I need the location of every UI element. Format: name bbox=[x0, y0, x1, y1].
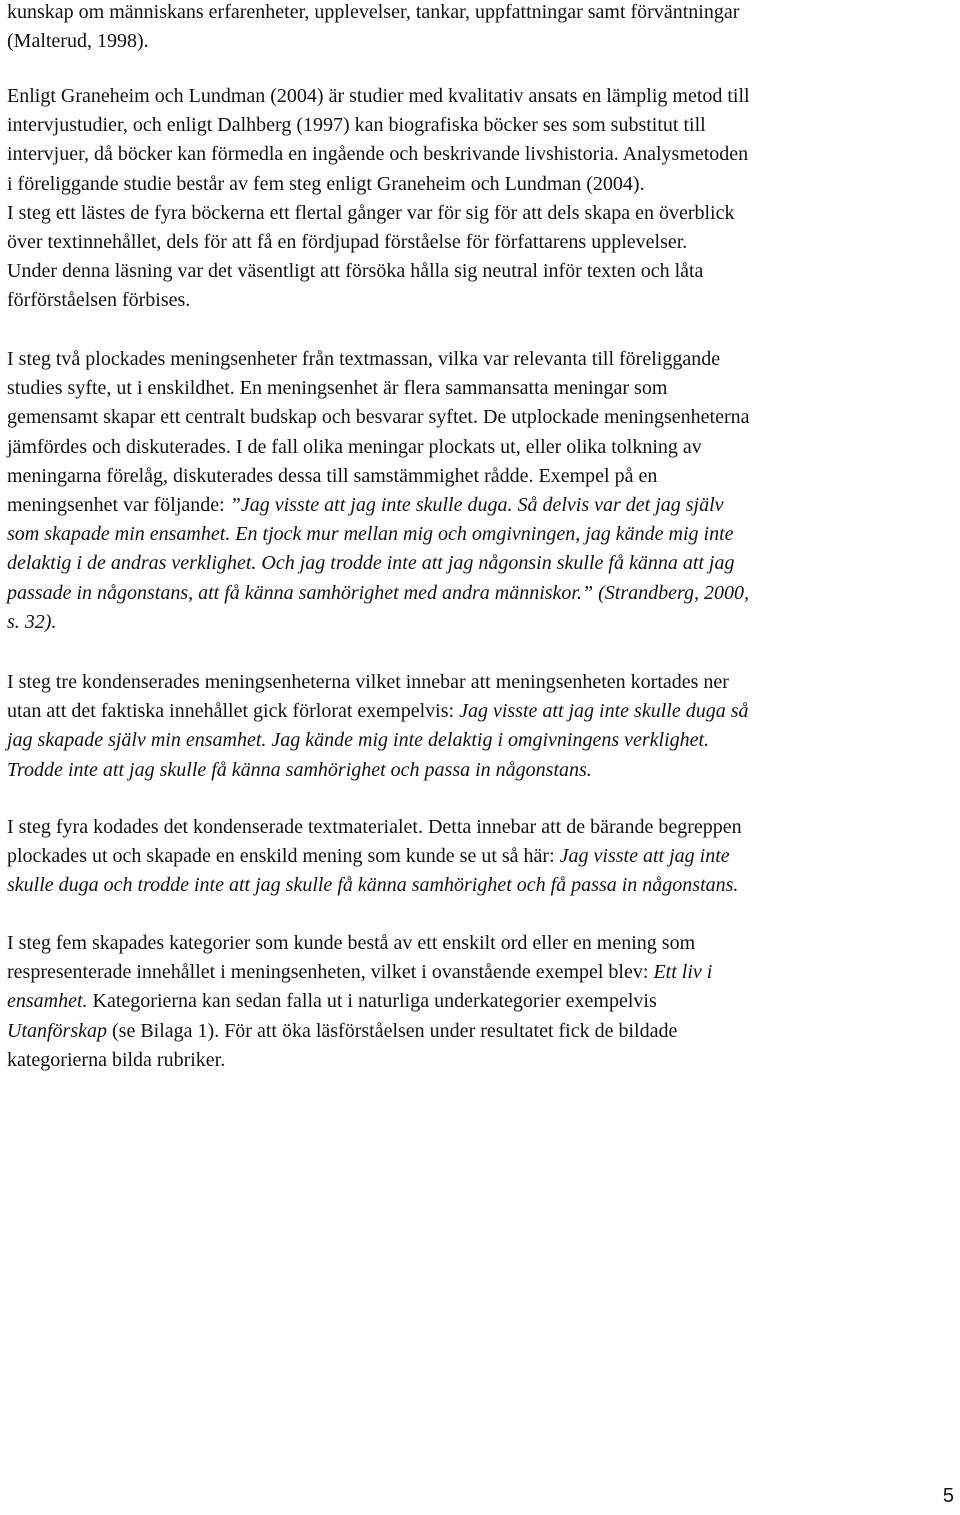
text-run: kunskap om människans erfarenheter, upplevelser, tankar, uppfattningar samt förväntningar bbox=[7, 1, 740, 23]
italic-text-run: s. 32). bbox=[7, 610, 57, 633]
italic-text-run: som skapade min ensamhet. En tjock mur mellan mig och omgivningen, jag kände mig inte bbox=[7, 523, 734, 546]
text-run: respresenterade innehållet i meningsenheten, vilket i ovanstående exempel blev: bbox=[7, 961, 654, 984]
text-line bbox=[7, 257, 957, 286]
text-line bbox=[7, 608, 957, 637]
text-run: (se Bilaga 1). För att öka läsförståelsen under resultatet fick de bildade bbox=[107, 1019, 678, 1042]
text-line bbox=[7, 0, 957, 27]
text-line bbox=[7, 82, 957, 111]
text-run: meningsenhet var följande: bbox=[7, 493, 230, 516]
text-line bbox=[7, 286, 957, 315]
text-line bbox=[7, 520, 957, 549]
text-run: I steg två plockades meningsenheter från textmassan, vilka var relevanta till föreliggande bbox=[7, 348, 721, 370]
text-line bbox=[7, 491, 957, 520]
text-run: meningarna förelåg, diskuterades dessa till samstämmighet rådde. Exempel på en bbox=[7, 464, 658, 487]
text-run: kategorierna bilda rubriker. bbox=[7, 1048, 226, 1071]
paragraph bbox=[7, 813, 957, 901]
text-line bbox=[7, 726, 957, 755]
paragraph bbox=[7, 0, 957, 56]
text-line bbox=[7, 871, 957, 900]
text-line bbox=[7, 228, 957, 257]
italic-text-run: delaktig i de andras verklighet. Och jag trodde inte att jag någonsin skulle få känna att jag bbox=[7, 552, 735, 575]
text-run: över textinnehållet, dels för att få en fördjupad förståelse för författarens upplevelser. bbox=[7, 230, 688, 253]
text-line bbox=[7, 958, 957, 987]
text-run: intervjuer, då böcker kan förmedla en ingående och beskrivande livshistoria. Analysmetoden bbox=[7, 143, 749, 166]
text-line bbox=[7, 170, 957, 199]
italic-text-run: Ett liv i bbox=[653, 961, 713, 984]
text-line bbox=[7, 668, 957, 697]
paragraph bbox=[7, 668, 957, 785]
text-line bbox=[7, 842, 957, 871]
text-line bbox=[7, 374, 957, 403]
text-line bbox=[7, 1017, 957, 1046]
italic-text-run: ”Jag visste att jag inte skulle duga. Så delvis var det jag själv bbox=[229, 493, 724, 516]
text-line bbox=[7, 697, 957, 726]
text-run: utan att det faktiska innehållet gick förlorat exempelvis: bbox=[7, 700, 460, 723]
text-run: i föreliggande studie består av fem steg enligt Graneheim och Lundman (2004). bbox=[7, 172, 645, 195]
text-line bbox=[7, 111, 957, 140]
italic-text-run: passade in någonstans, att få känna samhörighet med andra människor.” (Strandberg, 2000, bbox=[7, 581, 750, 604]
text-run: I steg tre kondenserades meningsenheterna vilket innebar att meningsenheten kortades ner bbox=[7, 671, 729, 693]
italic-text-run: Jag visste att jag inte skulle duga så bbox=[459, 700, 749, 723]
text-run: Kategorierna kan sedan falla ut i naturliga underkategorier exempelvis bbox=[87, 990, 657, 1013]
text-line bbox=[7, 813, 957, 842]
text-line bbox=[7, 345, 957, 374]
italic-text-run: jag skapade själv min ensamhet. Jag kände mig inte delaktig i omgivningens verklighet. bbox=[7, 729, 710, 752]
text-run: I steg ett lästes de fyra böckerna ett flertal gånger var för sig för att dels skapa en överblick bbox=[7, 201, 735, 224]
text-line bbox=[7, 27, 957, 56]
text-line bbox=[7, 1046, 957, 1075]
italic-text-run: Trodde inte att jag skulle få känna samhörighet och passa in någonstans. bbox=[7, 758, 592, 781]
text-line bbox=[7, 549, 957, 578]
text-line bbox=[7, 433, 957, 462]
italic-text-run: skulle duga och trodde inte att jag skulle få känna samhörighet och få passa in någonstans. bbox=[7, 874, 739, 897]
italic-text-run: Jag visste att jag inte bbox=[559, 845, 730, 868]
text-run: (Malterud, 1998). bbox=[7, 30, 149, 53]
text-line bbox=[7, 140, 957, 169]
text-line bbox=[7, 756, 957, 785]
text-run: Under denna läsning var det väsentligt att försöka hålla sig neutral inför texten och låta bbox=[7, 260, 704, 283]
text-line bbox=[7, 403, 957, 432]
paragraph bbox=[7, 82, 957, 316]
text-run: studies syfte, ut i enskildhet. En meningsenhet är flera sammansatta meningar som bbox=[7, 377, 668, 400]
text-line bbox=[7, 929, 957, 958]
text-line bbox=[7, 987, 957, 1016]
text-run: förförståelsen förbises. bbox=[7, 289, 191, 312]
page-number: 5 bbox=[942, 1485, 954, 1507]
text-run: plockades ut och skapade en enskild mening som kunde se ut så här: bbox=[7, 845, 560, 868]
italic-text-run: Utanförskap bbox=[7, 1019, 107, 1042]
text-run: I steg fyra kodades det kondenserade textmaterialet. Detta innebar att de bärande begreppen bbox=[7, 816, 742, 838]
paragraph bbox=[7, 929, 957, 1075]
text-run: jämfördes och diskuterades. I de fall olika meningar plockats ut, eller olika tolkning av bbox=[7, 435, 702, 458]
text-run: gemensamt skapar ett centralt budskap och besvarar syftet. De utplockade meningsenheterna bbox=[7, 406, 750, 429]
text-line bbox=[7, 579, 957, 608]
text-line bbox=[7, 199, 957, 228]
text-run: Enligt Graneheim och Lundman (2004) är studier med kvalitativ ansats en lämplig metod till bbox=[7, 85, 750, 107]
text-run: I steg fem skapades kategorier som kunde bestå av ett enskilt ord eller en mening som bbox=[7, 932, 696, 954]
text-line bbox=[7, 462, 957, 491]
text-run: intervjustudier, och enligt Dalhberg (1997) kan biografiska böcker ses som substitut till bbox=[7, 114, 706, 137]
paragraph bbox=[7, 345, 957, 637]
italic-text-run: ensamhet. bbox=[7, 990, 88, 1013]
